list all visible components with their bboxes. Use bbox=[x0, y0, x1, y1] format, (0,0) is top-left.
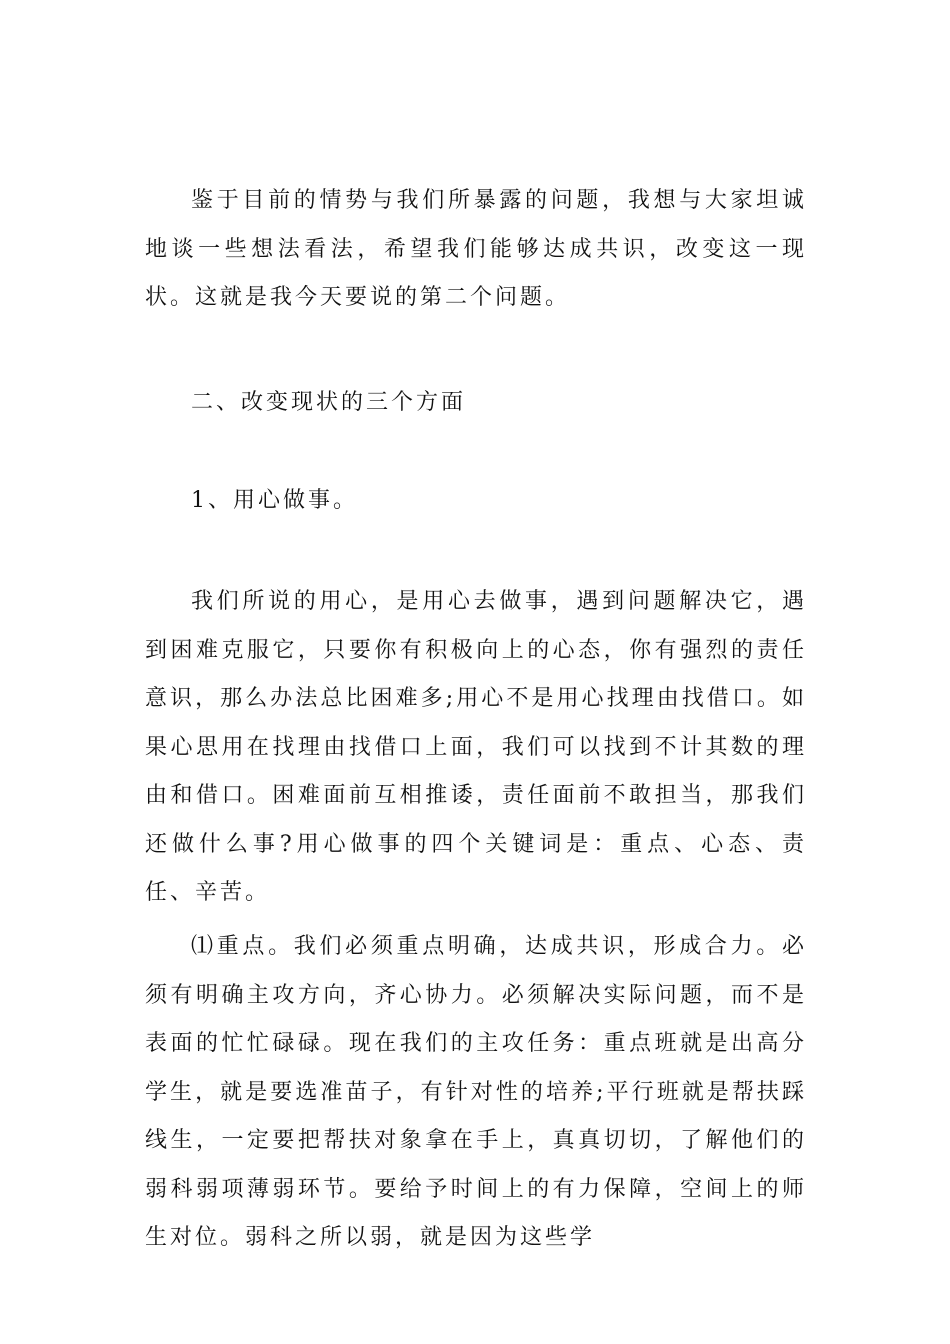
section-heading: 二、改变现状的三个方面 bbox=[191, 390, 467, 415]
subsection-heading: 1、用心做事。 bbox=[191, 488, 358, 513]
paragraph-intro: 鉴于目前的情势与我们所暴露的问题，我想与大家坦诚地谈一些想法看法，希望我们能够达成共识，改变这一现状。这就是我今天要说的第二个问题。 bbox=[145, 188, 807, 310]
paragraph-point-1: ⑴重点。我们必须重点明确，达成共识，形成合力。必须有明确主攻方向，齐心协力。必须解决实际问题，而不是表面的忙忙碌碌。现在我们的主攻任务：重点班就是出高分学生，就是要选准苗子，有针对性的培养;平行班就是帮扶踩线生，一定要把帮扶对象拿在手上，真真切切，了解他们的弱科弱项薄弱环节。要给予时间上的有力保障，空间上的师生对位。弱科之所以弱，就是因为这些学 bbox=[145, 934, 807, 1250]
paragraph-body: 我们所说的用心，是用心去做事，遇到问题解决它，遇到困难克服它，只要你有积极向上的心态，你有强烈的责任意识，那么办法总比困难多;用心不是用心找理由找借口。如果心思用在找理由找借口上面，我们可以找到不计其数的理由和借口。困难面前互相推诿，责任面前不敢担当，那我们还做什么事?用心做事的四个关键词是：重点、心态、责任、辛苦。 bbox=[145, 589, 807, 905]
